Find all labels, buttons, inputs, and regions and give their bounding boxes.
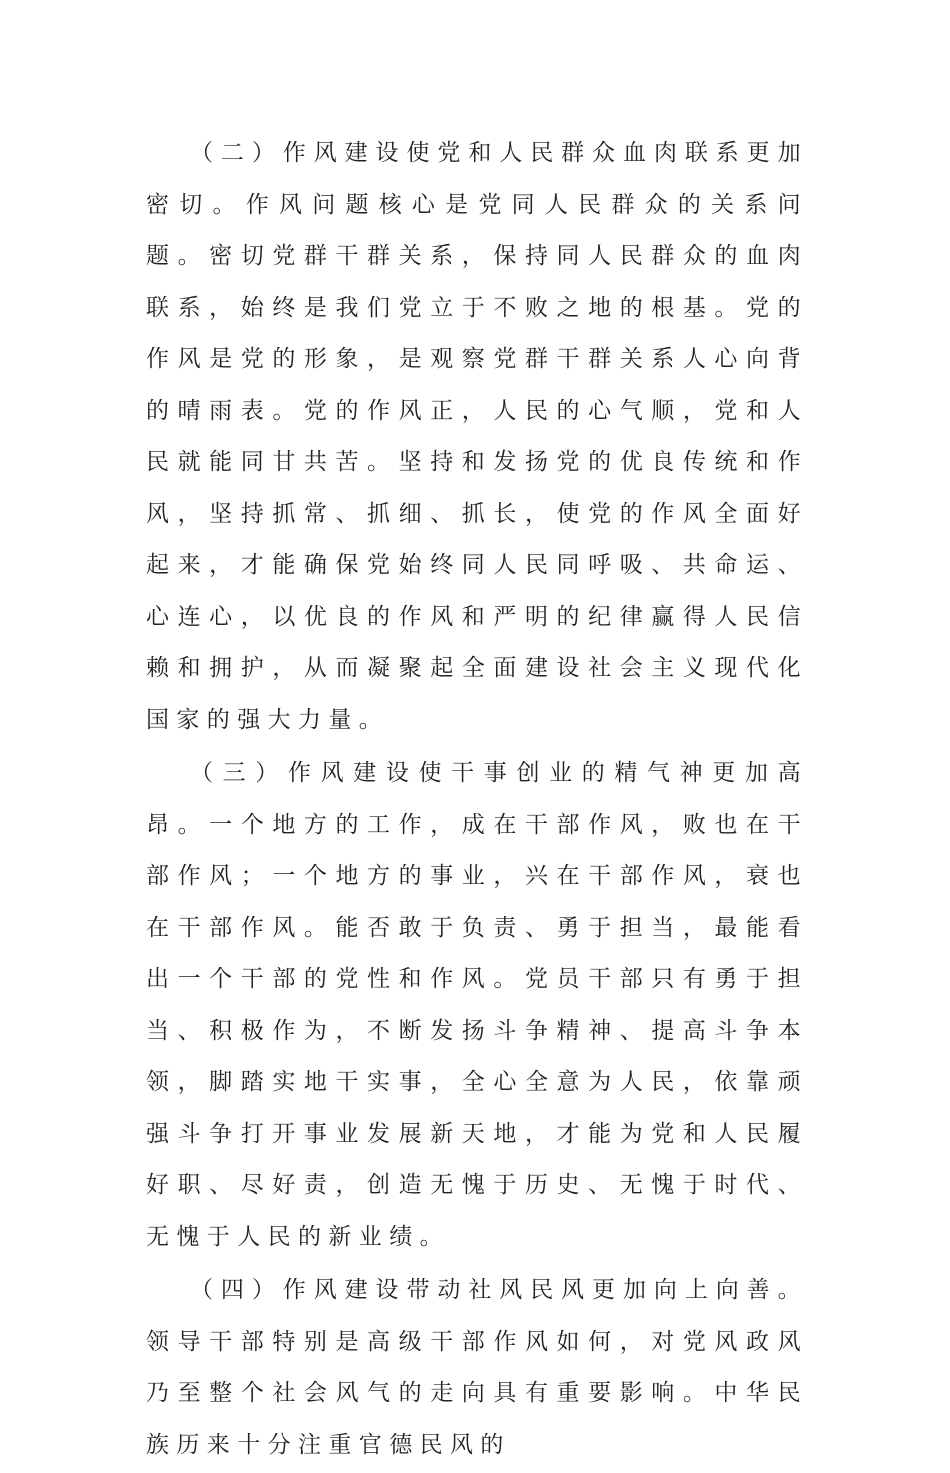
paragraph-4: （四）作风建设带动社风民风更加向上向善。领导干部特别是高级干部作风如何，对党风政风乃至整个社会风气的走向具有重要影响。中华民族历来十分注重官德民风的 <box>146 1277 808 1458</box>
paragraph-2: （二）作风建设使党和人民群众血肉联系更加密切。作风问题核心是党同人民群众的关系问题。密切党群干群关系，保持同人民群众的血肉联系，始终是我们党立于不败之地的根基。党的作风是党的形象，是观察党群干群关系人心向背的晴雨表。党的作风正，人民的心气顺，党和人民就能同甘共苦。坚持和发扬党的优良传统和作风，坚持抓常、抓细、抓长，使党的作风全面好起来，才能确保党始终同人民同呼吸、共命运、心连心，以优良的作风和严明的纪律赢得人民信赖和拥护，从而凝聚起全面建设社会主义现代化国家的强大力量。 <box>146 140 808 733</box>
document-body <box>146 128 808 1473</box>
paragraph-3: （三）作风建设使干事创业的精气神更加高昂。一个地方的工作，成在干部作风，败也在干部作风；一个地方的事业，兴在干部作风，衰也在干部作风。能否敢于负责、勇于担当，最能看出一个干部的党性和作风。党员干部只有勇于担当、积极作为，不断发扬斗争精神、提高斗争本领，脚踏实地干实事，全心全意为人民，依靠顽强斗争打开事业发展新天地，才能为党和人民履好职、尽好责，创造无愧于历史、无愧于时代、无愧于人民的新业绩。 <box>146 760 808 1250</box>
